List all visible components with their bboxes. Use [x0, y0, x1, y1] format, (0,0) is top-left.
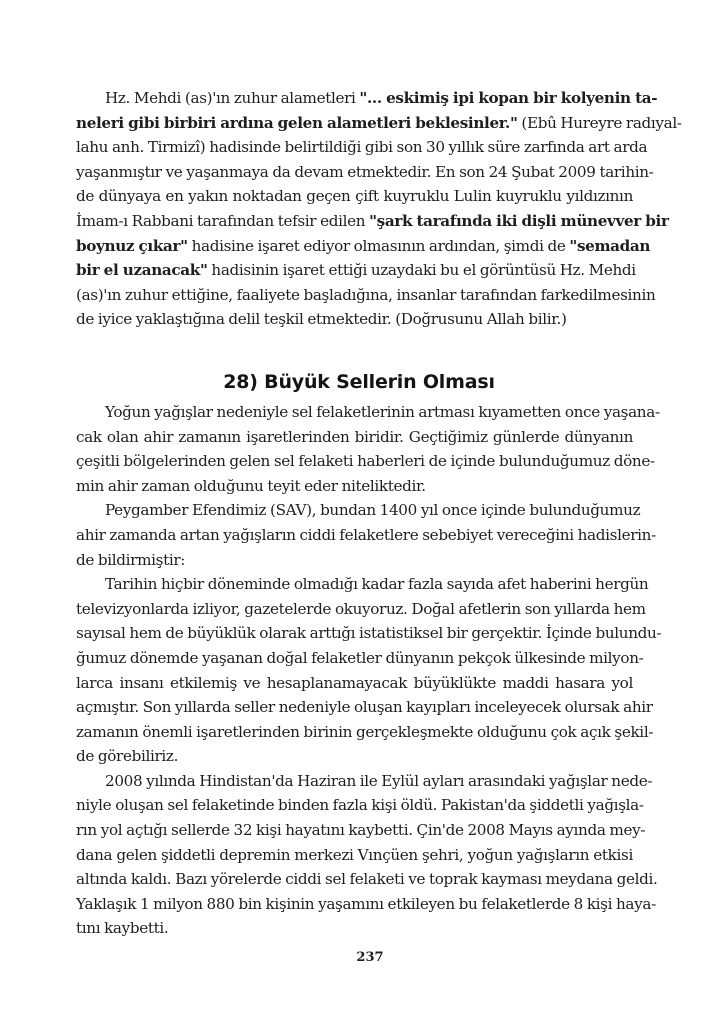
text-line [76, 184, 633, 208]
text-line [76, 209, 669, 233]
text-line [76, 425, 633, 449]
bold-quote-text: "şark tarafında iki dişli münevver bir [369, 212, 669, 230]
text-line [105, 572, 649, 596]
text-line [76, 111, 682, 135]
body-text: yaşanmıştır ve yaşanmaya da devam etmektedir. En son 24 Şubat 2009 tarihin- [76, 162, 654, 181]
text-line [76, 160, 654, 184]
bold-quote-text: bir el uzanacak" [76, 261, 208, 280]
text-line [76, 720, 654, 744]
body-text: hadisine işaret ediyor olmasının ardından, şimdi de [187, 236, 570, 255]
bold-quote-text: neleri gibi birbiri ardına gelen alametleri beklesinler." [76, 113, 518, 132]
text-line [76, 258, 636, 282]
body-text: tını kaybetti. [76, 919, 169, 938]
section-heading: 28) Büyük Sellerin Olması [223, 371, 495, 393]
text-line [76, 621, 662, 645]
body-text: zamanın önemli işaretlerinden birinin gerçekleşmekte olduğunu çok açık şekil- [76, 722, 654, 741]
text-line [76, 234, 651, 258]
text-line [76, 695, 653, 719]
text-line [76, 548, 633, 572]
text-line [76, 671, 633, 695]
text-line [105, 769, 653, 793]
text-line [76, 916, 633, 940]
body-text: ğumuz dönemde yaşanan doğal felaketler dünyanın pekçok ülkesinde milyon- [76, 649, 644, 667]
text-line [76, 646, 644, 670]
body-text: lahu anh. Tirmizî) hadisinde belirtildiği gibi son 30 yıllık süre zarfında art arda [76, 138, 648, 157]
body-text: Yoğun yağışlar nedeniyle sel felaketlerinin artması kıyametten once yaşana- [105, 403, 660, 421]
body-text: ahir zamanda artan yağışların ciddi felaketlere sebebiyet vereceğini hadislerin- [76, 526, 656, 544]
body-text: Tarihin hiçbir döneminde olmadığı kadar fazla sayıda afet haberini hergün [105, 575, 649, 594]
body-text: 2008 yılında Hindistan'da Haziran ile Eylül ayları arasındaki yağışlar nede- [105, 771, 653, 790]
body-text: altında kaldı. Bazı yörelerde ciddi sel felaketi ve toprak kayması meydana geldi. [76, 870, 658, 889]
body-text: min ahir zaman olduğunu teyit eder niteliktedir. [76, 476, 426, 495]
text-line [76, 843, 633, 867]
text-line [76, 449, 655, 473]
text-line [105, 498, 641, 522]
body-text: de iyice yaklaştığına delil teşkil etmektedir. (Doğrusunu Allah bilir.) [76, 310, 567, 329]
bold-quote-text: boynuz çıkar" [76, 236, 188, 255]
body-text: Yaklaşık 1 milyon 880 bin kişinin yaşamını etkileyen bu felaketlerde 8 kişi haya- [76, 894, 656, 913]
text-line [76, 283, 656, 307]
text-line [76, 867, 658, 891]
text-line [76, 818, 646, 842]
body-text: televizyonlarda izliyor, gazetelerde okuyoruz. Doğal afetlerin son yıllarda hem [76, 599, 646, 618]
text-line [76, 135, 648, 159]
body-text: de dünyaya en yakın noktadan geçen çift kuyruklu Lulin kuyruklu yıldızının [76, 187, 633, 206]
body-text: rın yol açtığı sellerde 32 kişi hayatını kaybetti. Çin'de 2008 Mayıs ayında mey- [76, 821, 646, 839]
text-line [76, 793, 644, 817]
body-text: de bildirmiştir: [76, 550, 186, 569]
page-number: 237 [356, 950, 384, 965]
bold-quote-text: "semadan [569, 236, 651, 255]
body-text: Peygamber Efendimiz (SAV), bundan 1400 yıl once içinde bulunduğumuz [105, 501, 641, 520]
body-text: de görebiliriz. [76, 747, 179, 766]
text-line [76, 744, 633, 768]
body-text: cak olan ahir zamanın işaretlerinden biridir. Geçtiğimiz günlerde dünyanın [76, 427, 633, 446]
body-text: dana gelen şiddetli depremin merkezi Vınçüen şehri, yoğun yağışların etkisi [76, 845, 633, 864]
text-line [105, 86, 658, 110]
body-text: İmam-ı Rabbani tarafından tefsir edilen [76, 212, 370, 230]
text-line [76, 307, 633, 331]
body-text: niyle oluşan sel felaketinde binden fazla kişi öldü. Pakistan'da şiddetli yağışla- [76, 796, 644, 815]
text-line [76, 597, 646, 621]
text-line [76, 523, 656, 547]
body-text: sayısal hem de büyüklük olarak arttığı istatistiksel bir gerçektir. İçinde bulundu- [76, 624, 662, 643]
body-text: açmıştır. Son yıllarda seller nedeniyle oluşan kayıpları inceleyecek olursak ahir [76, 698, 653, 717]
text-line [76, 892, 656, 916]
bold-quote-text: "... eskimiş ipi kopan bir kolyenin ta- [359, 89, 658, 107]
body-text: (Ebû Hureyre radıyal- [517, 113, 682, 132]
body-text: larca insanı etkilemiş ve hesaplanamayacak büyüklükte maddi hasara yol [76, 673, 633, 692]
body-text: hadisinin işaret ettiği uzaydaki bu el görüntüsü Hz. Mehdi [207, 261, 636, 280]
body-text: çeşitli bölgelerinden gelen sel felaketi haberleri de içinde bulunduğumuz döne- [76, 452, 655, 471]
body-text: (as)'ın zuhur ettiğine, faaliyete başladığına, insanlar tarafından farkedilmesinin [76, 285, 656, 304]
text-line [76, 474, 633, 498]
text-line [105, 400, 660, 424]
body-text: Hz. Mehdi (as)'ın zuhur alametleri [105, 89, 360, 107]
